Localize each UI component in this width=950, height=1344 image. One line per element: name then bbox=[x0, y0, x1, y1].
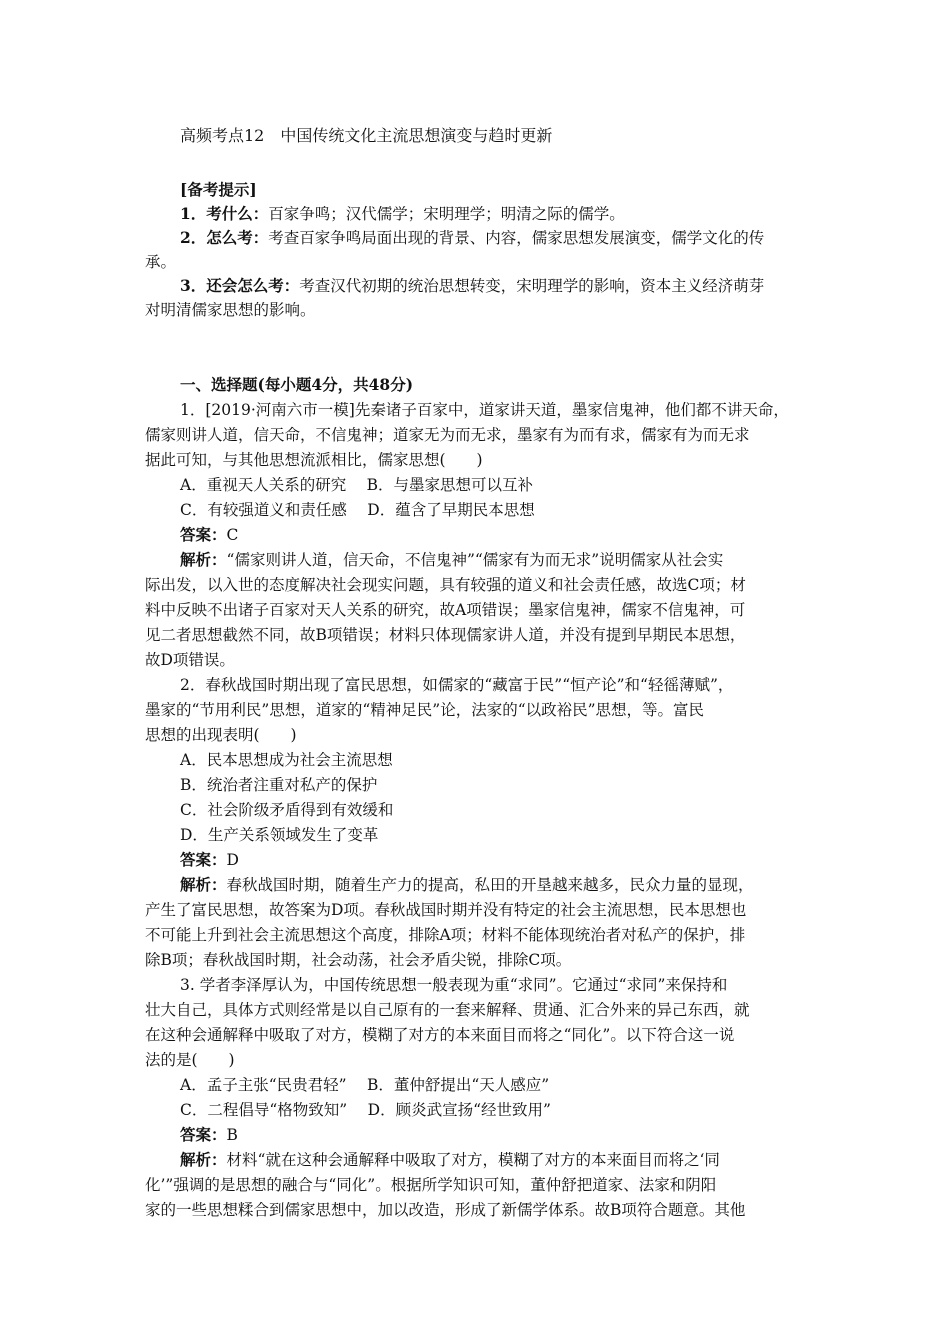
tip-line-2-cont: 承。 bbox=[145, 253, 177, 271]
analysis-label: 解析： bbox=[180, 875, 227, 894]
answer-label: 答案： bbox=[180, 850, 227, 869]
q1-stem-line: 1．[2019·河南六市一模]先秦诸子百家中，道家讲天道，墨家信鬼神，他们都不讲天命， bbox=[180, 401, 789, 419]
q3-option-line: A．孟子主张“民贵君轻” B．董仲舒提出“天人感应” bbox=[180, 1076, 550, 1094]
tip-line-2 bbox=[180, 226, 764, 250]
answer-label: 答案： bbox=[180, 1125, 227, 1144]
tip-line-3 bbox=[180, 274, 764, 298]
answer-label: 答案： bbox=[180, 525, 227, 544]
analysis-text: 材料“就在这种会通解释中吸取了对方，模糊了对方的本来面目而将之‘同 bbox=[226, 1151, 720, 1169]
q2-analysis-line bbox=[180, 873, 754, 897]
tip-label: 2．怎么考： bbox=[180, 228, 269, 247]
q3-stem-line: 3. 学者李泽厚认为，中国传统思想一般表现为重“求同”。它通过“求同”来保持和 bbox=[180, 976, 728, 994]
q1-option-line: A．重视天人关系的研究 B．与墨家思想可以互补 bbox=[180, 476, 534, 494]
q3-stem-line: 壮大自己，具体方式则经常是以自己原有的一套来解释、贯通、汇合外来的异己东西，就 bbox=[145, 1001, 750, 1019]
q2-analysis-line: 除B项；春秋战国时期，社会动荡，社会矛盾尖锐，排除C项。 bbox=[145, 951, 572, 969]
q3-answer bbox=[180, 1123, 238, 1147]
analysis-text: “儒家则讲人道，信天命，不信鬼神”“儒家有为而无求”说明儒家从社会实 bbox=[226, 551, 724, 569]
q2-stem-line: 2．春秋战国时期出现了富民思想，如儒家的“藏富于民”“恒产论”和“轻徭薄赋”， bbox=[180, 676, 734, 694]
answer-value: B bbox=[226, 1126, 238, 1144]
answer-value: C bbox=[226, 526, 239, 544]
answer-value: D bbox=[226, 851, 239, 869]
q1-analysis-line: 料中反映不出诸子百家对天人关系的研究，故A项错误；墨家信鬼神，儒家不信鬼神，可 bbox=[145, 601, 746, 619]
q2-option-line: C．社会阶级矛盾得到有效缓和 bbox=[180, 801, 394, 819]
tip-text: 考查汉代初期的统治思想转变，宋明理学的影响，资本主义经济萌芽 bbox=[299, 277, 765, 295]
section-title: 一、选择题(每小题4分，共48分) bbox=[180, 375, 414, 394]
q1-analysis-line bbox=[180, 548, 723, 572]
q1-option-line: C．有较强道义和责任感 D．蕴含了早期民本思想 bbox=[180, 501, 535, 519]
q3-stem-line: 法的是( ) bbox=[145, 1051, 235, 1069]
q3-analysis-line: 化’”强调的是思想的融合与“同化”。根据所学知识可知，董仲舒把道家、法家和阴阳 bbox=[145, 1176, 717, 1194]
tip-label: 3．还会怎么考： bbox=[180, 276, 300, 295]
analysis-text: 春秋战国时期，随着生产力的提高，私田的开垦越来越多，民众力量的显现， bbox=[226, 876, 754, 894]
tip-text: 考查百家争鸣局面出现的背景、内容，儒家思想发展演变，儒学文化的传 bbox=[268, 229, 765, 247]
page-title: 高频考点12 中国传统文化主流思想演变与趋时更新 bbox=[180, 126, 553, 145]
tip-text: 百家争鸣；汉代儒学；宋明理学；明清之际的儒学。 bbox=[268, 205, 625, 223]
tip-line-3-cont: 对明清儒家思想的影响。 bbox=[145, 301, 316, 319]
q2-analysis-line: 不可能上升到社会主流思想这个高度，排除A项；材料不能体现统治者对私产的保护，排 bbox=[145, 926, 746, 944]
q2-option-line: D．生产关系领域发生了变革 bbox=[180, 826, 379, 844]
q2-answer bbox=[180, 848, 239, 872]
q1-stem-line: 儒家则讲人道，信天命，不信鬼神；道家无为而无求，墨家有为而有求，儒家有为而无求 bbox=[145, 426, 750, 444]
q1-stem-line: 据此可知，与其他思想流派相比，儒家思想( ) bbox=[145, 451, 483, 469]
q1-analysis-line: 故D项错误。 bbox=[145, 651, 235, 669]
tip-label: 1．考什么： bbox=[180, 204, 269, 223]
q2-analysis-line: 产生了富民思想，故答案为D项。春秋战国时期并没有特定的社会主流思想，民本思想也 bbox=[145, 901, 747, 919]
q3-analysis-line bbox=[180, 1148, 720, 1172]
q2-stem-line: 墨家的“节用利民”思想，道家的“精神足民”论，法家的“以政裕民”思想，等。富民 bbox=[145, 701, 705, 719]
q1-analysis-line: 际出发，以入世的态度解决社会现实问题，具有较强的道义和社会责任感，故选C项；材 bbox=[145, 576, 746, 594]
q2-option-line: B．统治者注重对私产的保护 bbox=[180, 776, 378, 794]
q3-analysis-line: 家的一些思想糅合到儒家思想中，加以改造，形成了新儒学体系。故B项符合题意。其他 bbox=[145, 1201, 746, 1219]
q3-option-line: C．二程倡导“格物致知” D．顾炎武宣扬“经世致用” bbox=[180, 1101, 551, 1119]
q2-stem-line: 思想的出现表明( ) bbox=[145, 726, 297, 744]
analysis-label: 解析： bbox=[180, 550, 227, 569]
analysis-label: 解析： bbox=[180, 1150, 227, 1169]
q2-option-line: A．民本思想成为社会主流思想 bbox=[180, 751, 393, 769]
q3-stem-line: 在这种会通解释中吸取了对方，模糊了对方的本来面目而将之“同化”。以下符合这一说 bbox=[145, 1026, 735, 1044]
tip-line-1 bbox=[180, 202, 625, 226]
tips-header: [备考提示] bbox=[180, 180, 257, 199]
q1-analysis-line: 见二者思想截然不同，故B项错误；材料只体现儒家讲人道，并没有提到早期民本思想， bbox=[145, 626, 746, 644]
q1-answer bbox=[180, 523, 238, 547]
